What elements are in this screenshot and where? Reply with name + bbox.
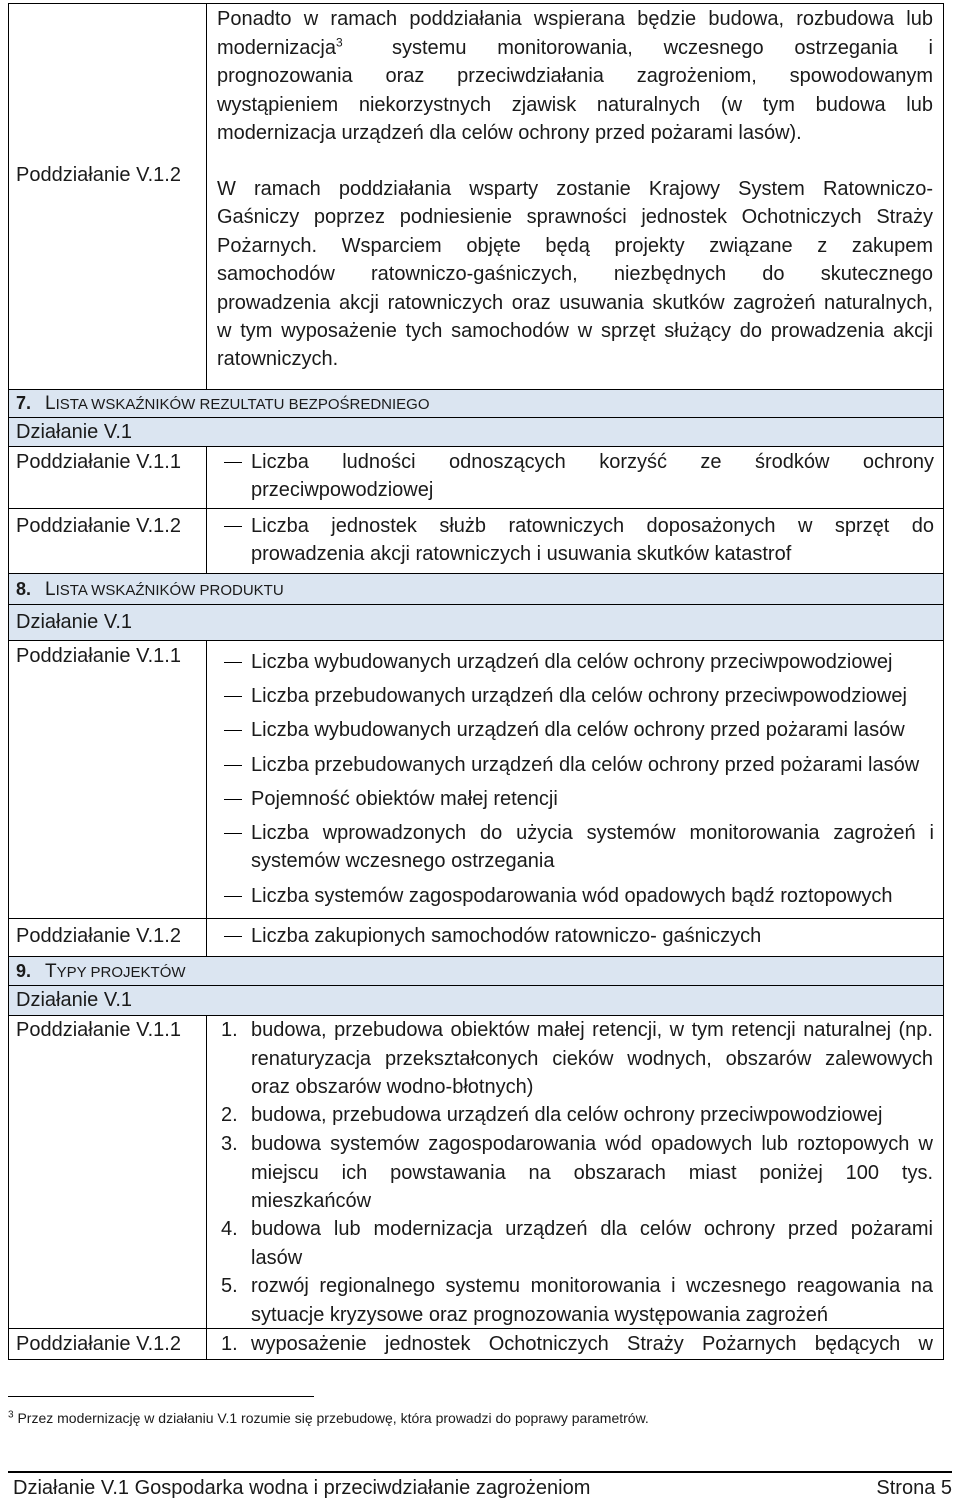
row-label: Poddziałanie V.1.2 [16, 925, 181, 947]
section-heading: 9. TYPY PROJEKTÓW [16, 961, 186, 982]
row-label: Poddziałanie V.1.2 [16, 515, 181, 537]
page-number: Strona 5 [876, 1477, 952, 1499]
row-label: Poddziałanie V.1.1 [16, 645, 181, 667]
footnote-separator [8, 1396, 314, 1397]
action-label: Działanie V.1 [16, 611, 133, 633]
row-label: Poddziałanie V.1.1 [16, 451, 181, 473]
footnote-ref: 3 [335, 35, 343, 50]
footnote-ref: 3 [8, 1409, 14, 1421]
section-heading: 8. LISTA WSKAŹNIKÓW PRODUKTU [16, 579, 284, 600]
footnote: $^3$ Przez modernizację w działaniu V.1 rozumie się przebudowę, która prowadzi do poprawy parametrów. [8, 1409, 649, 1426]
action-label: Działanie V.1 [16, 989, 133, 1011]
row-label: Poddziałanie V.1.2 [16, 1333, 181, 1355]
action-label: Działanie V.1 [16, 421, 133, 443]
row-label: Poddziałanie V.1.1 [16, 1019, 181, 1041]
footer-title: Działanie V.1 Gospodarka wodna i przeciwdziałanie zagrożeniom [13, 1477, 591, 1499]
section-heading: 7. LISTA WSKAŹNIKÓW REZULTATU BEZPOŚREDNIEGO [16, 393, 430, 414]
footer-rule [8, 1471, 952, 1473]
row-label: Poddziałanie V.1.2 [16, 164, 181, 186]
